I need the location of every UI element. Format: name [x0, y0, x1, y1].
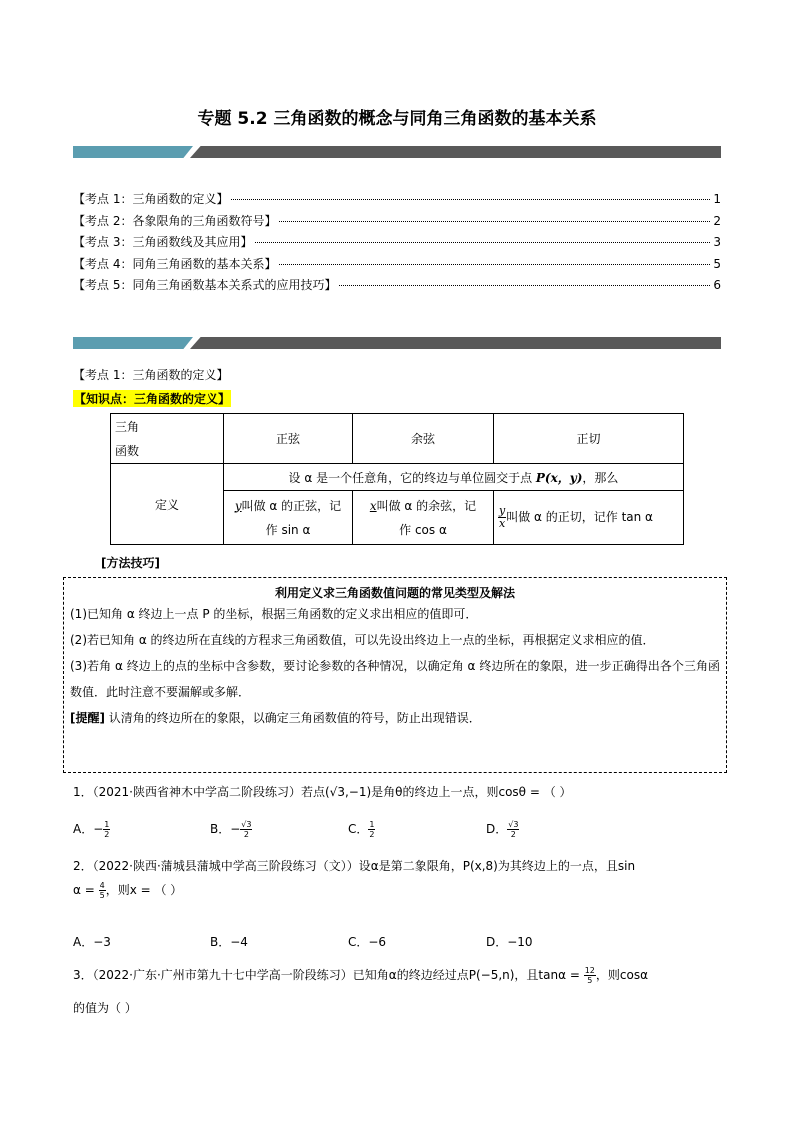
toc-item-2[interactable]: 【考点 2：各象限角的三角函数符号】 2: [73, 213, 721, 228]
table-header-cell: 三角 函数: [111, 414, 224, 464]
option-b[interactable]: B．−4: [210, 935, 248, 949]
toc-item-4[interactable]: 【考点 4：同角三角函数的基本关系】 5: [73, 256, 721, 271]
table-of-contents: [73, 190, 721, 298]
question-3-stem: 3．（2022·广东·广州市第九十七中学高一阶段练习）已知角α的终边经过点P(−5,n)，且tanα = $\frac{12}{5}$ ，则cosα 的值为（ ）: [73, 966, 648, 1015]
toc-item-3[interactable]: 【考点 3：三角函数线及其应用】 3: [73, 235, 721, 249]
method-box: [63, 577, 727, 773]
method-point-3: (3)若角 α 终边上的点的坐标中含参数，要讨论参数的各种情况，以确定角 α 终边所在的象限，进一步正确得出各个三角函数值．此时注意不要漏解或多解．: [70, 659, 720, 699]
option-c[interactable]: C．−6: [348, 935, 387, 949]
question-2-stem: 2．（2022·陕西·蒲城县蒲城中学高三阶段练习（文））设α是第二象限角，P(x,8)为其终边上的一点，且sin α = $\frac{4}{5}$ ，则x = （ ）: [73, 859, 636, 900]
option-d[interactable]: D． $\frac{√3}{2}$: [486, 820, 519, 839]
definition-table: [110, 413, 684, 545]
page-title: 专题 5.2 三角函数的概念与同角三角函数的基本关系: [197, 109, 597, 129]
method-box-title: 利用定义求三角函数值问题的常见类型及解法: [274, 586, 515, 600]
method-tip: [提醒] 认清角的终边所在的象限，以确定三角函数值的符号，防止出现错误．: [70, 711, 481, 725]
question-1-stem: 1．（2021·陕西省神木中学高二阶段练习）若点(√3,−1)是角θ的终边上一点，则cosθ = （ ）: [73, 785, 572, 799]
toc-item-1[interactable]: 【考点 1：三角函数的定义】 1: [73, 192, 721, 206]
table-row-label: 定义: [111, 464, 224, 545]
table-cell-tan: $\frac{y}{x}$ 叫做 α 的正切，记作 tan α: [494, 491, 684, 545]
option-b[interactable]: B．− $\frac{√3}{2}$: [210, 820, 252, 839]
table-definition-intro: 设 α 是一个任意角，它的终边与单位圆交于点 P(x，y)，那么: [224, 464, 684, 491]
method-point-1: (1)已知角 α 终边上一点 P 的坐标，根据三角函数的定义求出相应的值即可．: [70, 607, 478, 621]
table-header-tan: 正切: [494, 414, 684, 464]
table-cell-cos: x叫做 α 的余弦，记 作 cos α: [353, 491, 494, 545]
knowledge-point-label: 【知识点：三角函数的定义】: [74, 392, 231, 406]
divider-bar-top: [73, 146, 721, 158]
divider-bar-section: [73, 337, 721, 349]
table-cell-sin: y叫做 α 的正弦，记 作 sin α: [224, 491, 353, 545]
section-heading: 【考点 1：三角函数的定义】: [73, 368, 229, 382]
option-c[interactable]: C． $\frac{1}{2}$: [348, 820, 375, 839]
method-point-2: (2)若已知角 α 的终边所在直线的方程求三角函数值，可以先设出终边上一点的坐标，再根据定义求相应的值．: [70, 633, 655, 647]
method-label: [方法技巧]: [101, 556, 160, 570]
table-header-cos: 余弦: [353, 414, 494, 464]
option-a[interactable]: A．−3: [73, 935, 111, 949]
toc-item-5[interactable]: 【考点 5：同角三角函数基本关系式的应用技巧】 6: [73, 278, 721, 292]
option-d[interactable]: D．−10: [486, 935, 533, 949]
option-a[interactable]: A．− $\frac{1}{2}$: [73, 820, 110, 839]
table-header-sin: 正弦: [224, 414, 353, 464]
